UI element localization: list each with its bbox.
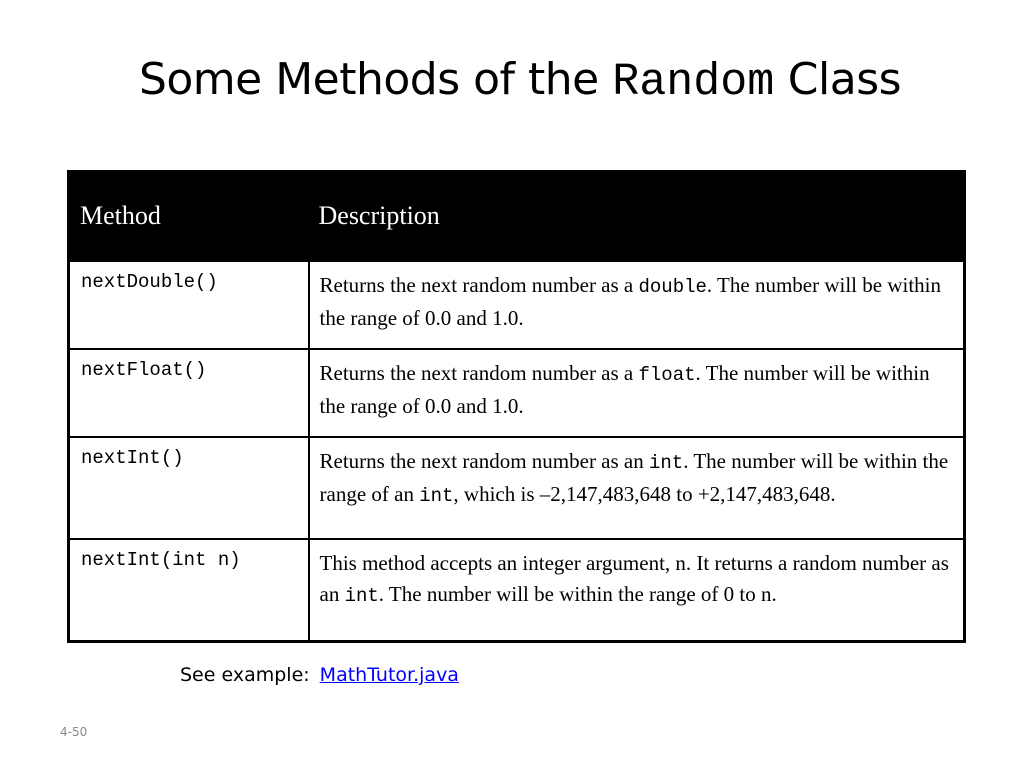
description-cell bbox=[309, 539, 965, 642]
desc-text: . The number will be within the range of an bbox=[319, 449, 949, 506]
title-suffix: Class bbox=[787, 54, 902, 105]
desc-text: . The number will be within the range of 0.0 and 1.0. bbox=[319, 273, 941, 330]
desc-text: Returns the next random number as a bbox=[319, 273, 634, 297]
method-cell: nextFloat() bbox=[69, 349, 309, 437]
table-row bbox=[69, 349, 965, 437]
desc-text: Returns the next random number as an bbox=[319, 449, 644, 473]
description-cell bbox=[309, 437, 965, 539]
header-description: Description bbox=[309, 172, 965, 261]
desc-text: Returns the next random number as a bbox=[319, 361, 634, 385]
desc-code: float bbox=[638, 364, 696, 386]
slide-title bbox=[0, 50, 1024, 113]
methods-table bbox=[67, 170, 966, 643]
desc-code: int bbox=[344, 585, 379, 607]
table-row bbox=[69, 437, 965, 539]
desc-code: int bbox=[649, 452, 684, 474]
desc-code: int bbox=[419, 485, 454, 507]
desc-text: , which is –2,147,483,648 to +2,147,483,648. bbox=[453, 482, 836, 506]
see-example bbox=[180, 664, 459, 686]
table-row bbox=[69, 261, 965, 350]
desc-text: . The number will be within the range of 0.0 and 1.0. bbox=[319, 361, 930, 418]
mathtutor-link[interactable]: MathTutor.java bbox=[319, 664, 459, 686]
see-example-label: See example: bbox=[180, 664, 310, 686]
header-method: Method bbox=[69, 172, 309, 261]
description-cell bbox=[309, 261, 965, 350]
table-row bbox=[69, 539, 965, 642]
desc-text: This method accepts an integer argument, n. It returns a random number as an bbox=[319, 551, 949, 606]
method-cell: nextDouble() bbox=[69, 261, 309, 350]
method-cell: nextInt(int n) bbox=[69, 539, 309, 642]
method-cell: nextInt() bbox=[69, 437, 309, 539]
table-header-row bbox=[69, 172, 965, 261]
title-prefix: Some Methods of the bbox=[138, 54, 599, 105]
slide-number: 4-50 bbox=[60, 725, 88, 739]
description-cell bbox=[309, 349, 965, 437]
title-code: Random bbox=[612, 57, 775, 108]
desc-text: . The number will be within the range of 0 to n. bbox=[378, 582, 777, 606]
desc-code: double bbox=[638, 276, 707, 298]
